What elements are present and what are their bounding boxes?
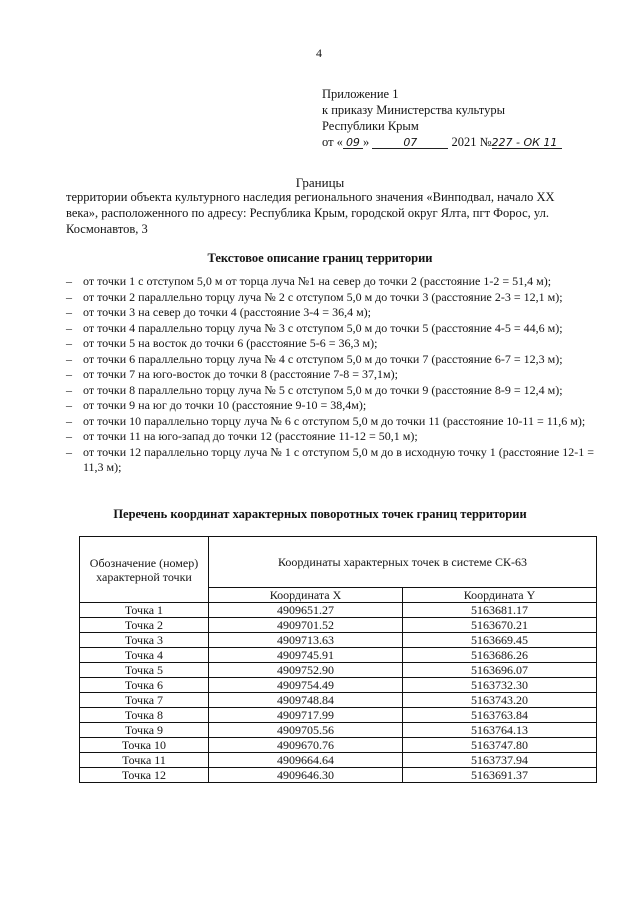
coordinate-y: 5163696.07 bbox=[402, 663, 596, 678]
bullet-dash: – bbox=[66, 289, 72, 304]
list-item: – от точки 7 на юго-восток до точки 8 (расстояние 7-8 = 37,1м); bbox=[66, 367, 398, 381]
appendix-date-line bbox=[322, 134, 562, 150]
date-year: 2021 № bbox=[451, 135, 492, 149]
list-item: – от точки 6 параллельно торцу луча № 4 с отступом 5,0 м до точки 7 (расстояние 6-7 = 12,3 м); bbox=[66, 351, 563, 366]
coordinate-x: 4909713.63 bbox=[209, 633, 403, 648]
column-header-x: Координата X bbox=[209, 588, 403, 603]
table-row bbox=[80, 678, 597, 693]
coordinate-x: 4909701.52 bbox=[209, 618, 403, 633]
point-name: Точка 3 bbox=[80, 633, 209, 648]
table-row bbox=[80, 618, 597, 633]
date-day: 09 bbox=[343, 135, 363, 149]
table-row bbox=[80, 708, 597, 723]
column-header-point: Обозначение (номер) характерной точки bbox=[80, 537, 209, 603]
coordinate-x: 4909705.56 bbox=[209, 723, 403, 738]
coordinate-x: 4909754.49 bbox=[209, 678, 403, 693]
coordinates-table bbox=[79, 536, 597, 783]
appendix-line-3: Республики Крым bbox=[322, 119, 419, 133]
coordinate-y: 5163670.21 bbox=[402, 618, 596, 633]
document-subtitle: территории объекта культурного наследия регионального значения «Винподвал, начало XX века», расположенного по адресу: Республика Крым, городской округ Ялта, пгт Форос, ул. Космонавтов, 3 bbox=[66, 190, 555, 236]
coordinate-x: 4909646.30 bbox=[209, 768, 403, 783]
coordinate-x: 4909748.84 bbox=[209, 693, 403, 708]
coordinate-x: 4909745.91 bbox=[209, 648, 403, 663]
order-number: 227 - ОК 11 bbox=[492, 135, 562, 149]
point-name: Точка 4 bbox=[80, 648, 209, 663]
bullet-dash: – bbox=[66, 305, 72, 319]
list-item: – от точки 3 на север до точки 4 (расстояние 3-4 = 36,4 м); bbox=[66, 305, 371, 319]
list-item: – от точки 9 на юг до точки 10 (расстояние 9-10 = 38,4м); bbox=[66, 398, 367, 412]
coordinate-y: 5163743.20 bbox=[402, 693, 596, 708]
coordinate-y: 5163732.30 bbox=[402, 678, 596, 693]
point-name: Точка 12 bbox=[80, 768, 209, 783]
point-name: Точка 9 bbox=[80, 723, 209, 738]
appendix-header bbox=[322, 86, 562, 150]
date-prefix: от « bbox=[322, 135, 343, 149]
table-row bbox=[80, 633, 597, 648]
coordinate-y: 5163681.17 bbox=[402, 603, 596, 618]
coordinate-x: 4909717.99 bbox=[209, 708, 403, 723]
list-item: – от точки 4 параллельно торцу луча № 3 с отступом 5,0 м до точки 5 (расстояние 4-5 = 44,6 м); bbox=[66, 320, 563, 335]
coordinate-x: 4909670.76 bbox=[209, 738, 403, 753]
point-name: Точка 5 bbox=[80, 663, 209, 678]
point-name: Точка 6 bbox=[80, 678, 209, 693]
coordinate-x: 4909651.27 bbox=[209, 603, 403, 618]
point-name: Точка 10 bbox=[80, 738, 209, 753]
list-item: – от точки 10 параллельно торцу луча № 6 с отступом 5,0 м до точки 11 (расстояние 10-11 = 11,6 м); bbox=[66, 413, 586, 428]
table-row bbox=[80, 663, 597, 678]
point-name: Точка 2 bbox=[80, 618, 209, 633]
page-number: 4 bbox=[316, 46, 322, 60]
coordinate-y: 5163691.37 bbox=[402, 768, 596, 783]
coordinate-y: 5163763.84 bbox=[402, 708, 596, 723]
bullet-dash: – bbox=[66, 367, 72, 381]
list-item: – от точки 2 параллельно торцу луча № 2 с отступом 5,0 м до точки 3 (расстояние 2-3 = 12,1 м); bbox=[66, 289, 563, 304]
table-row bbox=[80, 648, 597, 663]
bullet-dash: – bbox=[66, 429, 72, 443]
coordinate-y: 5163686.26 bbox=[402, 648, 596, 663]
table-row bbox=[80, 723, 597, 738]
section-title-description: Текстовое описание границ территории bbox=[207, 251, 433, 265]
document-title: Границы bbox=[295, 175, 345, 190]
bullet-dash: – bbox=[66, 274, 72, 288]
bullet-dash: – bbox=[66, 351, 72, 366]
bullet-dash: – bbox=[66, 320, 72, 335]
table-row bbox=[80, 603, 597, 618]
column-header-y: Координата Y bbox=[402, 588, 596, 603]
appendix-line-1: Приложение 1 bbox=[322, 87, 399, 101]
coordinate-y: 5163764.13 bbox=[402, 723, 596, 738]
bullet-dash: – bbox=[66, 413, 72, 428]
table-header-row bbox=[80, 537, 597, 588]
point-name: Точка 1 bbox=[80, 603, 209, 618]
coordinate-x: 4909664.64 bbox=[209, 753, 403, 768]
appendix-line-2: к приказу Министерства культуры bbox=[322, 103, 505, 117]
section-title-coordinates: Перечень координат характерных поворотных точек границ территории bbox=[113, 507, 527, 521]
list-item: – от точки 5 на восток до точки 6 (расстояние 5-6 = 36,3 м); bbox=[66, 336, 378, 350]
date-mid: » bbox=[362, 135, 370, 149]
bullet-dash: – bbox=[66, 398, 72, 412]
list-item: – от точки 12 параллельно торцу луча № 1 с отступом 5,0 м до в исходную точку 1 (расстояние 12-1 = 11,3 м); bbox=[66, 444, 594, 474]
point-name: Точка 11 bbox=[80, 753, 209, 768]
bullet-dash: – bbox=[66, 382, 72, 397]
coordinate-y: 5163737.94 bbox=[402, 753, 596, 768]
coordinate-y: 5163669.45 bbox=[402, 633, 596, 648]
list-item: – от точки 8 параллельно торцу луча № 5 с отступом 5,0 м до точки 9 (расстояние 8-9 = 12,4 м); bbox=[66, 382, 563, 397]
table-row bbox=[80, 693, 597, 708]
boundary-description-list bbox=[66, 274, 594, 476]
column-header-system: Координаты характерных точек в системе СК-63 bbox=[209, 537, 597, 588]
table-row bbox=[80, 738, 597, 753]
coordinate-y: 5163747.80 bbox=[402, 738, 596, 753]
coordinate-x: 4909752.90 bbox=[209, 663, 403, 678]
list-item: – от точки 1 с отступом 5,0 м от торца луча №1 на север до точки 2 (расстояние 1-2 = 51,4 м); bbox=[66, 274, 552, 288]
point-name: Точка 7 bbox=[80, 693, 209, 708]
bullet-dash: – bbox=[66, 444, 72, 459]
table-row bbox=[80, 753, 597, 768]
table-row bbox=[80, 768, 597, 783]
point-name: Точка 8 bbox=[80, 708, 209, 723]
bullet-dash: – bbox=[66, 336, 72, 350]
date-month: 07 bbox=[372, 135, 448, 149]
list-item: – от точки 11 на юго-запад до точки 12 (расстояние 11-12 = 50,1 м); bbox=[66, 429, 418, 443]
